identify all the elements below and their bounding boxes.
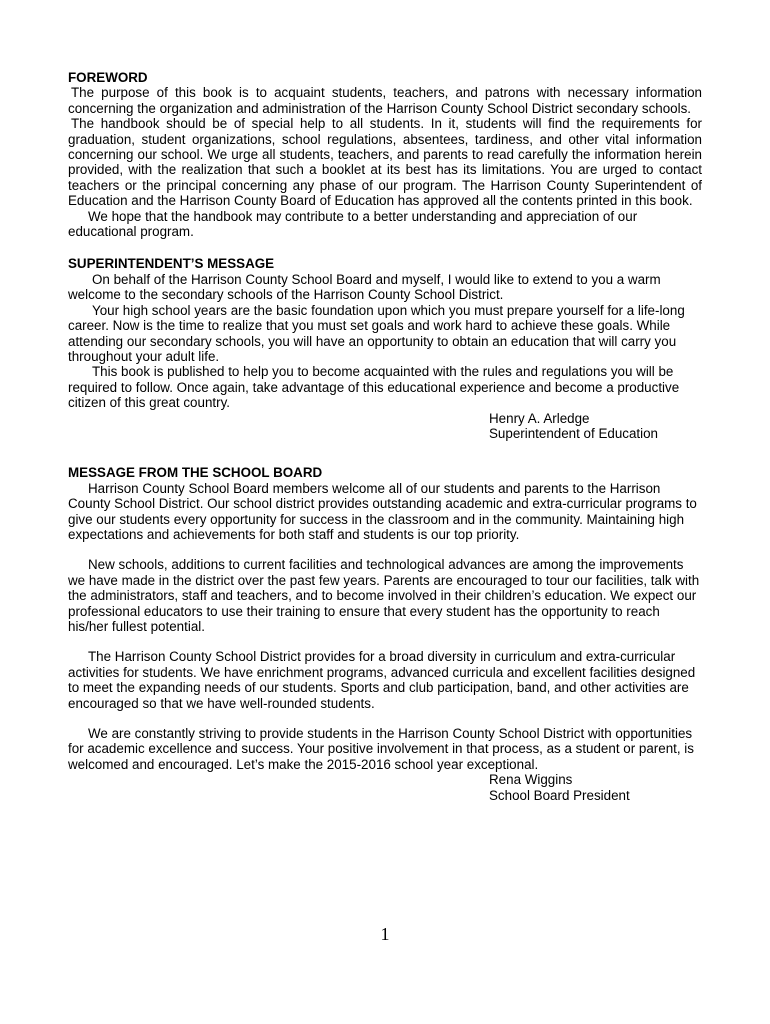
superintendent-paragraph-2: Your high school years are the basic foundation upon which you must prepare yourself for a life-long career. Now is the time to realize that you must set goals and work hard to achieve these goals. While attending our secondary schools, you will have an opportunity to obtain an education that will carry you throughout your adult life. bbox=[68, 302, 685, 364]
paragraph-spacer bbox=[68, 542, 702, 557]
superintendent-signature-title: Superintendent of Education bbox=[489, 425, 658, 441]
superintendent-signature-name: Henry A. Arledge bbox=[489, 410, 590, 426]
school-board-signature-title: School Board President bbox=[489, 787, 630, 803]
school-board-paragraph-4: We are constantly striving to provide students in the Harrison County School District with opportunities for academic excellence and success. Your positive involvement in that process, as a student or parent, is welcomed and encouraged. Let’s make the 2015-2016 school year exceptional. bbox=[68, 726, 694, 772]
superintendent-paragraph-1: On behalf of the Harrison County School Board and myself, I would like to extend to you a warm welcome to the secondary schools of the Harrison County School District. bbox=[68, 271, 661, 303]
school-board-section bbox=[68, 465, 702, 803]
school-board-heading: MESSAGE FROM THE SCHOOL BOARD bbox=[68, 465, 323, 481]
page-number: 1 bbox=[380, 924, 390, 944]
section-spacer bbox=[68, 239, 702, 256]
foreword-paragraph-2: The handbook should be of special help to all students. In it, students will find the requirements for graduation, student organizations, school regulations, absentees, tardiness, and other vital information concerning our school. We urge all students, teachers, and parents to read carefully the information herein provided, with the realization that such a booklet at its best has its limitations. You are urged to contact teachers or the principal concerning any phase of our program. The Harrison County Superintendent of Education and the Harrison County Board of Education has approved all the contents printed in this book. bbox=[68, 116, 702, 209]
school-board-paragraph-3: The Harrison County School District provides for a broad diversity in curriculum and extra-curricular activities for students. We have enrichment programs, advanced curricula and excellent facilities designed to meet the expanding needs of our students. Sports and club participation, band, and other activities are encouraged so that we have well-rounded students. bbox=[68, 649, 696, 711]
school-board-paragraph-2: New schools, additions to current facilities and technological advances are among the improvements we have made in the district over the past few years. Parents are encouraged to tour our facilities, talk with the administrators, staff and teachers, and to become involved in their children’s education. We expect our professional educators to use their training to ensure that every student has the opportunity to reach his/her fullest potential. bbox=[68, 557, 700, 634]
foreword-paragraph-3: We hope that the handbook may contribute to a better understanding and appreciation of our educational program. bbox=[68, 208, 638, 240]
foreword-heading: FOREWORD bbox=[68, 70, 148, 85]
superintendent-section bbox=[68, 256, 702, 441]
foreword-section bbox=[68, 70, 702, 239]
superintendent-heading: SUPERINTENDENT’S MESSAGE bbox=[68, 256, 275, 272]
school-board-paragraph-1: Harrison County School Board members welcome all of our students and parents to the Harrison County School District. Our school district provides outstanding academic and extra-curricular programs to give our students every opportunity for success in the classroom and in the community. Maintaining high expectations and achievements for both staff and students is our top priority. bbox=[68, 480, 697, 542]
section-spacer bbox=[68, 441, 702, 465]
paragraph-spacer bbox=[68, 634, 702, 649]
foreword-paragraph-1: The purpose of this book is to acquaint students, teachers, and patrons with necessary information concerning the organization and administration of the Harrison County School District secondary schools. bbox=[68, 85, 702, 116]
document-page bbox=[68, 70, 702, 803]
paragraph-spacer bbox=[68, 711, 702, 726]
school-board-signature-name: Rena Wiggins bbox=[489, 772, 573, 788]
superintendent-paragraph-3: This book is published to help you to become acquainted with the rules and regulations you will be required to follow. Once again, take advantage of this educational experience and become a productive citizen of this great country. bbox=[68, 364, 680, 411]
